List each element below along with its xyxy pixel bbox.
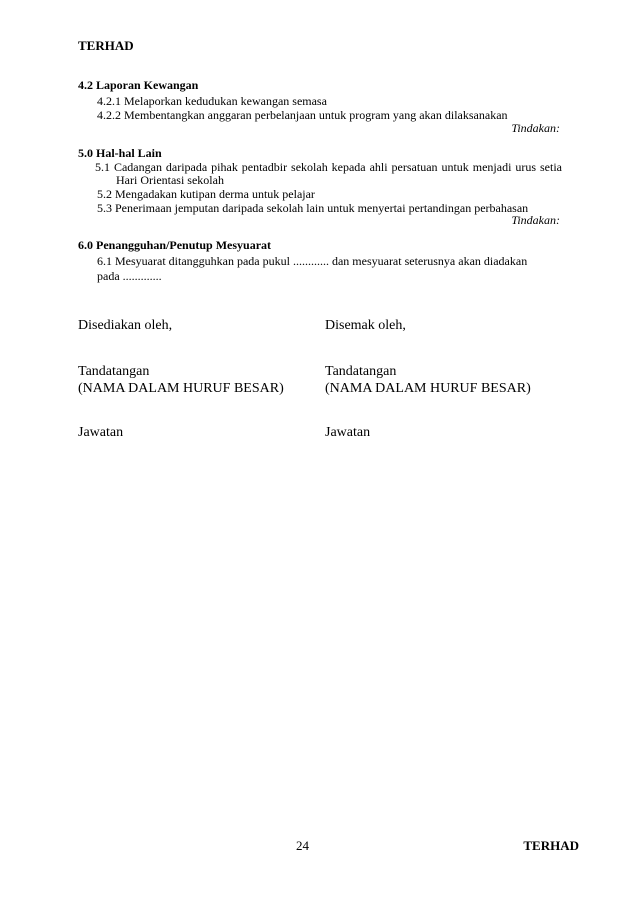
section-5-0-heading: 5.0 Hal-hal Lain	[78, 146, 162, 160]
section-4-2-heading: 4.2 Laporan Kewangan	[78, 78, 199, 92]
section-6-0-heading: 6.0 Penangguhan/Penutup Mesyuarat	[78, 238, 272, 252]
left-signature-label: Tandatangan	[78, 364, 150, 379]
section-5-1-line-2: Hari Orientasi sekolah	[116, 173, 224, 187]
section-5-3: 5.3 Penerimaan jemputan daripada sekolah lain untuk menyertai pertandingan perbahasan	[97, 201, 529, 215]
checked-by-label: Disemak oleh,	[325, 318, 406, 333]
section-6-1-line-2: pada .............	[97, 269, 162, 283]
header-classification: TERHAD	[78, 38, 134, 53]
right-signature-label: Tandatangan	[325, 364, 397, 379]
right-position-label: Jawatan	[325, 425, 371, 440]
footer-classification: TERHAD	[523, 838, 579, 853]
page-number: 24	[296, 838, 309, 853]
left-position-label: Jawatan	[78, 425, 124, 440]
left-name-label: (NAMA DALAM HURUF BESAR)	[78, 381, 284, 396]
section-4-2-item-1: 4.2.1 Melaporkan kedudukan kewangan semasa	[97, 94, 327, 108]
section-5-1-line-1: 5.1 Cadangan daripada pihak pentadbir sekolah kepada ahli persatuan untuk menjadi urus setia	[95, 160, 562, 174]
prepared-by-label: Disediakan oleh,	[78, 318, 173, 333]
section-4-2-action: Tindakan:	[511, 121, 560, 135]
right-name-label: (NAMA DALAM HURUF BESAR)	[325, 381, 531, 396]
section-6-1-line-1: 6.1 Mesyuarat ditangguhkan pada pukul ............ dan mesyuarat seterusnya akan diadakan	[97, 254, 528, 268]
section-4-2-item-2: 4.2.2 Membentangkan anggaran perbelanjaan untuk program yang akan dilaksanakan	[97, 108, 508, 122]
section-5-2: 5.2 Mengadakan kutipan derma untuk pelajar	[97, 187, 315, 201]
section-5-0-action: Tindakan:	[511, 213, 560, 227]
